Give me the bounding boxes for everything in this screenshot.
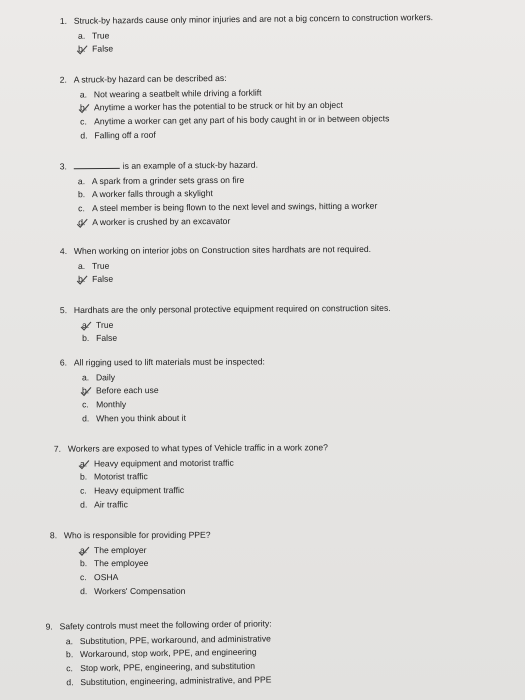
answer-option[interactable]: c. Heavy equipment traffic [80, 484, 185, 496]
answer-option[interactable]: a. True [77, 260, 110, 271]
answer-option[interactable]: a. True [82, 317, 391, 333]
answer-option[interactable]: d. Workers' Compensation [80, 585, 186, 596]
question-text: When working on interior jobs on Construction sites hardhats are not required. [73, 243, 372, 256]
answer-option[interactable]: b. A worker falls through a skylight [77, 188, 213, 200]
answer-option[interactable]: b. Motorist traffic [79, 471, 148, 482]
question-number: 5. [59, 305, 68, 316]
question-number: 9. [45, 621, 53, 632]
answer-option[interactable]: c. A steel member is being flown to the next level and swings, hitting a worker [78, 200, 378, 214]
question-7 [54, 442, 328, 512]
question-number: 4. [59, 246, 68, 257]
answer-option[interactable]: b. False [78, 271, 371, 287]
question-number: 7. [53, 443, 62, 454]
question-5 [60, 303, 391, 346]
question-text: Hardhats are the only personal protective equipment required on construction sites. [73, 302, 391, 316]
question-text: Who is responsible for providing PPE? [63, 529, 211, 541]
answer-option[interactable]: a. The employer [80, 543, 211, 557]
answer-option[interactable]: a. A spark from a grinder sets grass on fire [77, 174, 245, 186]
answer-option[interactable]: d. Falling off a roof [80, 129, 156, 141]
question-number: 2. [59, 74, 67, 85]
question-text: A struck-by hazard can be described as: [73, 72, 227, 85]
question-1 [60, 12, 434, 57]
question-text: is an example of a stuck-by hazard. [122, 159, 258, 171]
question-text: Workers are exposed to what types of Vehicle traffic in a work zone? [67, 442, 328, 454]
question-number: 3. [59, 161, 67, 172]
answer-option[interactable]: d. When you think about it [82, 412, 186, 423]
answer-option[interactable]: d. A worker is crushed by an excavator [78, 213, 377, 229]
question-2 [60, 71, 390, 143]
question-9 [46, 618, 273, 689]
answer-option[interactable]: c. Stop work, PPE, engineering, and substitution [66, 660, 256, 674]
answer-option[interactable]: b. False [82, 333, 118, 344]
answer-option[interactable]: c. Monthly [82, 399, 127, 410]
answer-option[interactable]: d. Substitution, engineering, administrative, and PPE [66, 673, 272, 687]
question-6 [60, 356, 265, 425]
question-text: All rigging used to lift materials must be inspected: [73, 356, 265, 368]
question-8 [50, 530, 211, 599]
answer-option[interactable]: b. Workaround, stop work, PPE, and engineering [65, 646, 257, 660]
answer-option[interactable]: d. Air traffic [80, 498, 128, 510]
answer-option[interactable]: b. The employee [79, 558, 149, 569]
question-text: Safety controls must meet the following order of priority: [59, 618, 272, 632]
question-number: 6. [59, 357, 68, 368]
answer-option[interactable]: a. Not wearing a seatbelt while driving a forklift [79, 87, 262, 100]
answer-option[interactable]: c. Anytime a worker can get any part of his body caught in or in between objects [80, 113, 390, 127]
question-4 [60, 244, 371, 287]
answer-option[interactable]: c. OSHA [80, 571, 119, 583]
answer-option[interactable]: a. Heavy equipment and motorist traffic [80, 456, 328, 471]
answer-option[interactable]: a. Substitution, PPE, workaround, and administrative [65, 633, 271, 647]
answer-option[interactable]: b. False [78, 39, 433, 56]
answer-option[interactable]: b. Before each use [82, 384, 265, 399]
question-3 [60, 159, 378, 230]
answer-option[interactable]: a. True [77, 30, 110, 41]
question-number: 1. [59, 15, 68, 26]
answer-option[interactable]: a. Daily [81, 371, 116, 383]
fill-in-blank [74, 161, 120, 169]
question-text: Struck-by hazards cause only minor injuries and are not a big concern to construction workers. [73, 12, 434, 26]
answer-option[interactable]: b. Anytime a worker has the potential to be struck or hit by an object [80, 99, 389, 116]
question-number: 8. [49, 530, 58, 541]
